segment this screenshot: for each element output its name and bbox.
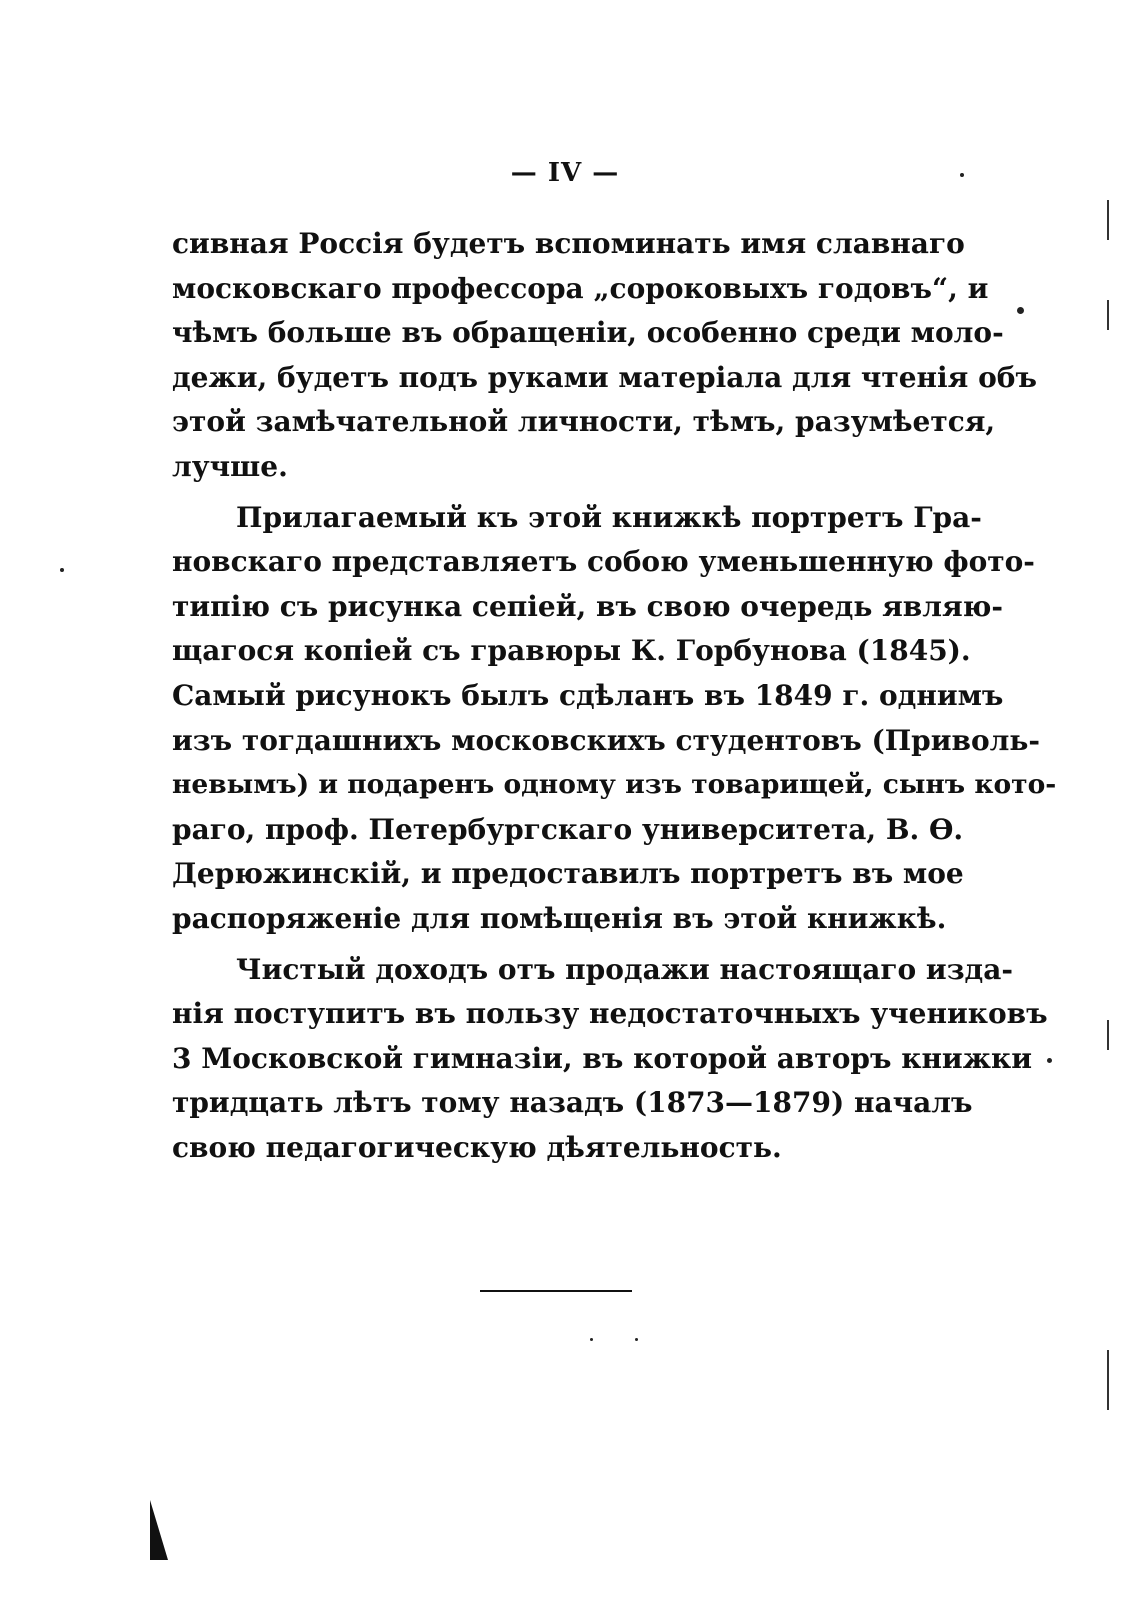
text-line: распоряженіе для помѣщенія въ этой книжкѣ. [172,901,947,935]
edge-mark [1107,200,1109,240]
text-line: Прилагаемый къ этой книжкѣ портретъ Гра- [236,500,982,534]
text-line: нія поступитъ въ пользу недостаточныхъ учениковъ [172,997,1048,1031]
text-line: новскаго представляетъ собою уменьшенную фото- [172,545,1035,579]
text-line: невымъ) и подаренъ одному изъ товарищей, сынъ кото- [172,769,1057,801]
text-line: Чистый доходъ отъ продажи настоящаго изда- [236,952,1013,986]
scan-speck [960,173,964,177]
scan-corner-mark [150,1500,168,1560]
text-line: изъ тогдашнихъ московскихъ студентовъ (Приволь- [172,723,1041,757]
text-line: лучше. [172,449,288,483]
end-rule [480,1290,632,1292]
text-line: Дерюжинскій, и предоставилъ портретъ въ мое [172,857,964,891]
paragraph-1 [172,222,1037,490]
scan-speck [60,568,64,572]
text-line: сивная Россія будетъ вспоминать имя славнаго [172,227,965,260]
text-line: раго, проф. Петербургскаго университета, В. Ѳ. [172,812,964,846]
text-line: чѣмъ больше въ обращеніи, особенно среди моло- [172,316,1004,350]
body-text [172,222,1057,1170]
scan-speck [590,1338,593,1341]
edge-mark [1107,300,1109,330]
text-line: щагося копіей съ гравюры К. Горбунова (1845). [172,634,971,668]
text-line: типію съ рисунка сепіей, въ свою очередь являю- [172,589,1003,623]
edge-mark [1107,1020,1109,1050]
edge-mark [1107,1350,1109,1410]
text-line: тридцать лѣтъ тому назадъ (1873—1879) началъ [172,1086,973,1120]
text-line: 3 Московской гимназіи, въ которой авторъ книжки [172,1041,1032,1075]
scan-speck [1047,1058,1052,1063]
scan-speck [635,1338,638,1341]
text-line: московскаго профессора „сороковыхъ годовъ“, и [172,271,989,305]
paragraph-3 [172,948,1048,1171]
text-line: этой замѣчательной личности, тѣмъ, разумѣется, [172,405,996,439]
text-line: Самый рисунокъ былъ сдѣланъ въ 1849 г. однимъ [172,678,1004,712]
scan-speck [1017,307,1024,314]
text-line: свою педагогическую дѣятельность. [172,1130,782,1164]
text-line: дежи, будетъ подъ руками матеріала для чтенія объ [172,360,1037,394]
page-number: — IV — [510,158,620,188]
paragraph-2 [172,496,1057,942]
